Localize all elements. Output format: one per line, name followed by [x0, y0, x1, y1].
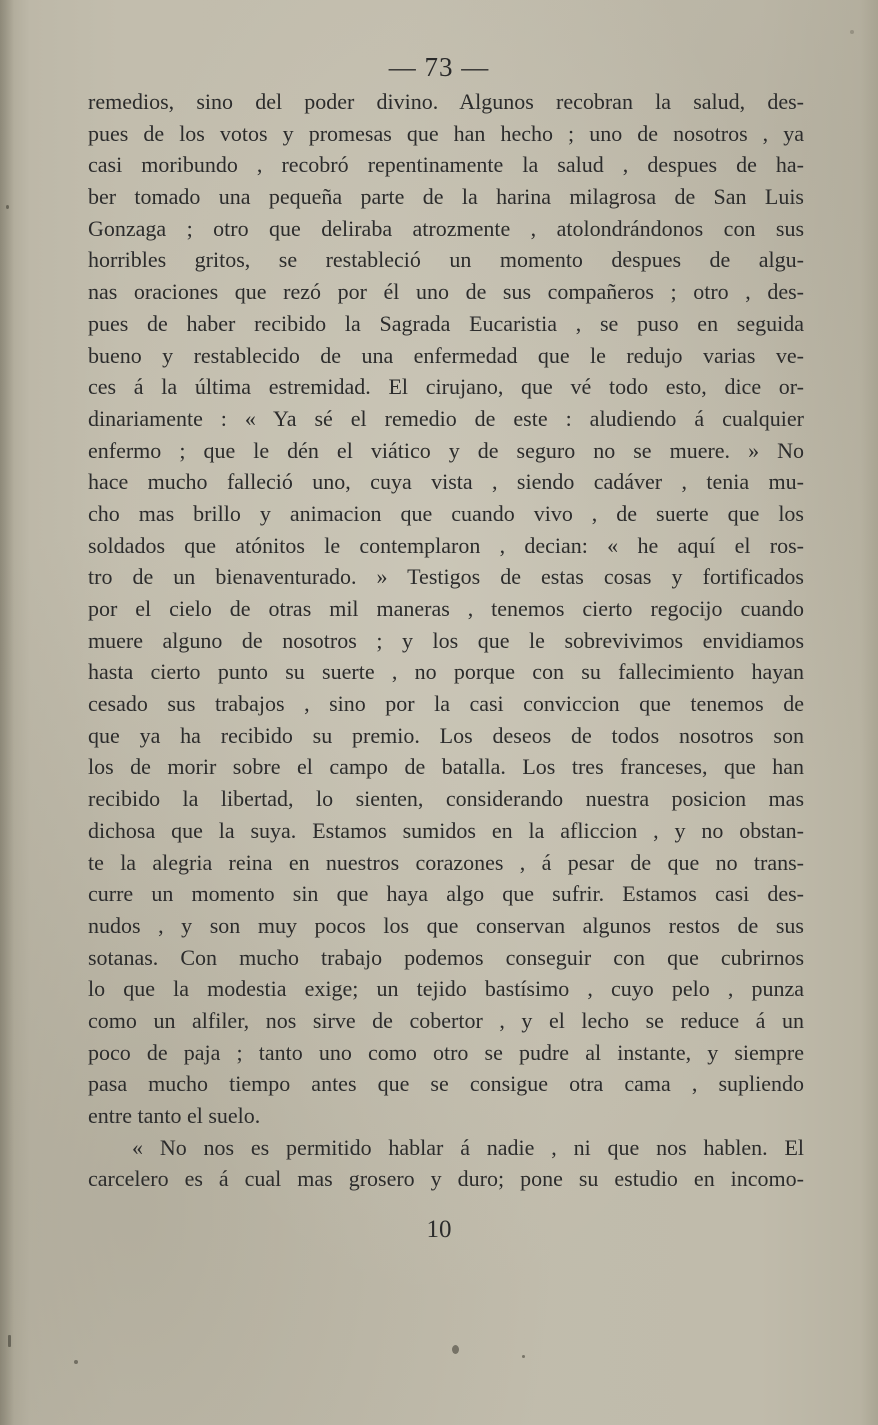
text-line: soldados que atónitos le contemplaron , decian: « he aquí el ros-: [88, 532, 804, 558]
text-line: hasta cierto punto su suerte , no porque con su fallecimiento hayan: [88, 659, 804, 685]
text-line: pues de los votos y promesas que han hecho ; uno de nosotros , ya: [88, 120, 804, 146]
paper-speck: [522, 1355, 525, 1358]
text-line: muere alguno de nosotros ; y los que le sobrevivimos envidiamos: [88, 627, 804, 653]
text-line: recibido la libertad, lo sienten, considerando nuestra posicion mas: [88, 786, 804, 812]
text-line: « No nos es permitido hablar á nadie , ni que nos hablen. El: [132, 1134, 804, 1160]
text-line: te la alegria reina en nuestros corazones , á pesar de que no trans-: [88, 849, 804, 875]
text-line: como un alfiler, nos sirve de cobertor , y el lecho se reduce á un: [88, 1007, 804, 1033]
text-line: pasa mucho tiempo antes que se consigue otra cama , supliendo: [88, 1071, 804, 1097]
text-line: lo que la modestia exige; un tejido bastísimo , cuyo pelo , punza: [88, 976, 804, 1002]
body-text: [88, 86, 804, 1195]
text-line: ces á la última estremidad. El cirujano, que vé todo esto, dice or-: [88, 374, 804, 400]
text-line: bueno y restablecido de una enfermedad que le redujo varias ve-: [88, 342, 804, 368]
text-line: dichosa que la suya. Estamos sumidos en la afliccion , y no obstan-: [88, 817, 804, 843]
page-binding-shadow: [0, 0, 14, 1425]
signature-mark: 10: [426, 1216, 452, 1243]
paper-speck: [6, 205, 9, 209]
paper-speck: [850, 30, 854, 34]
text-line: remedios, sino del poder divino. Algunos recobran la salud, des-: [88, 89, 804, 114]
text-line: horribles gritos, se restableció un momento despues de algu-: [88, 247, 804, 273]
text-line: entre tanto el suelo.: [88, 1103, 261, 1128]
text-line: enfermo ; que le dén el viático y de seguro no se muere. » No: [88, 437, 804, 463]
text-line: casi moribundo , recobró repentinamente la salud , despues de ha-: [88, 152, 804, 178]
text-line: carcelero es á cual mas grosero y duro; pone su estudio en incomo-: [88, 1166, 804, 1192]
text-line: tro de un bienaventurado. » Testigos de estas cosas y fortificados: [88, 564, 804, 590]
paper-speck: [452, 1345, 459, 1354]
text-line: hace mucho falleció uno, cuya vista , siendo cadáver , tenia mu-: [88, 469, 804, 495]
text-line: los de morir sobre el campo de batalla. Los tres franceses, que han: [88, 754, 804, 780]
text-line: curre un momento sin que haya algo que sufrir. Estamos casi des-: [88, 881, 804, 907]
text-line: sotanas. Con mucho trabajo podemos conseguir con que cubrirnos: [88, 944, 804, 970]
paper-speck: [74, 1360, 78, 1364]
paper-speck: [8, 1335, 11, 1347]
text-line: dinariamente : « Ya sé el remedio de este : aludiendo á cualquier: [88, 405, 804, 431]
text-line: pues de haber recibido la Sagrada Eucaristia , se puso en seguida: [88, 310, 804, 336]
text-line: Gonzaga ; otro que deliraba atrozmente , atolondrándonos con sus: [88, 215, 804, 241]
text-line: cesado sus trabajos , sino por la casi conviccion que tenemos de: [88, 691, 804, 717]
text-line: nudos , y son muy pocos los que conservan algunos restos de sus: [88, 912, 804, 938]
text-line: por el cielo de otras mil maneras , tenemos cierto regocijo cuando: [88, 596, 804, 621]
page-number: — 73 —: [388, 52, 490, 82]
text-line: cho mas brillo y animacion que cuando vivo , de suerte que los: [88, 500, 804, 526]
text-line: poco de paja ; tanto uno como otro se pudre al instante, y siempre: [88, 1039, 804, 1065]
text-line: nas oraciones que rezó por él uno de sus compañeros ; otro , des-: [88, 279, 804, 305]
text-line: ber tomado una pequeña parte de la harina milagrosa de San Luis: [88, 184, 804, 210]
text-line: que ya ha recibido su premio. Los deseos de todos nosotros son: [88, 722, 804, 748]
